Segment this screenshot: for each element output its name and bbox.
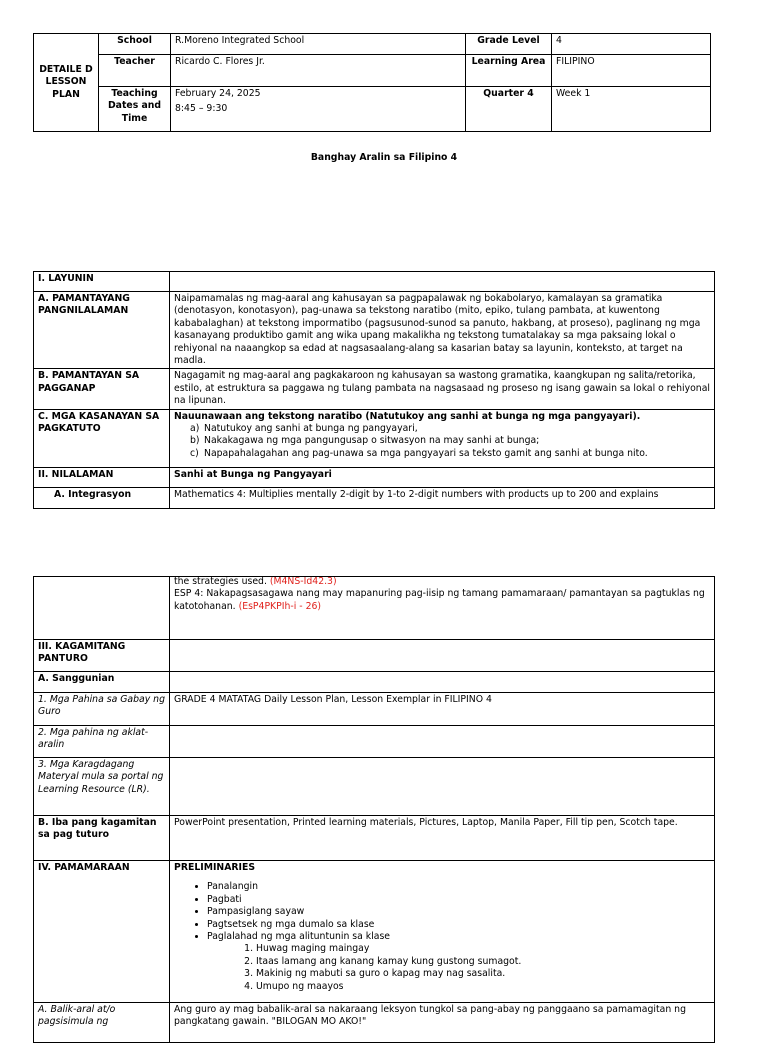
plan-title: Banghay Aralin sa Filipino 4 [310, 152, 458, 163]
lesson-plan-label: DETAILE D LESSON PLAN [34, 34, 99, 132]
lesson-header-table [33, 33, 711, 132]
pagkatuto-value [170, 409, 715, 467]
list-item: • Pagbati [207, 894, 710, 906]
math-strategy-text: the strategies used. [174, 576, 270, 587]
objectives-table [33, 271, 715, 509]
rules-list [174, 943, 710, 993]
list-item: Natutukoy ang sanhi at bunga ng pangyayari, [204, 423, 418, 435]
dates-value [171, 87, 466, 132]
list-item: • Pagtsetsek ng mga dumalo sa klase [207, 919, 710, 931]
esp-text: ESP 4: Nakapagsasagawa nang may mapanuring pag-iisip ng tamang pamamaraan/ pamantayan sa pagtuklas ng katotohanan. [174, 588, 705, 612]
pamamaraan-value [170, 861, 715, 1003]
pagkatuto-label: C. MGA KASANAYAN SA PAGKATUTO [34, 409, 170, 467]
kagamitan-value [170, 640, 715, 672]
school-label: School [99, 34, 171, 55]
week-value: Week 1 [552, 87, 711, 132]
balik-label: A. Balik-aral at/o pagsisimula ng [34, 1003, 170, 1043]
preliminaries-list [174, 881, 710, 943]
nilalaman-label: II. NILALAMAN [34, 467, 170, 487]
pamamaraan-label: IV. PAMAMARAAN [34, 861, 170, 1003]
integrasyon-cont-value [170, 577, 715, 640]
layunin-value [170, 272, 715, 292]
integrasyon-value: Mathematics 4: Multiplies mentally 2-digit by 1-to 2-digit numbers with products up to 200 and explains [170, 487, 715, 508]
pangnilalaman-label: A. PAMANTAYANG PANGNILALAMAN [34, 292, 170, 369]
quarter-value: Quarter 4 [466, 87, 552, 132]
aklat-label: 2. Mga pahina ng aklat-aralin [34, 726, 170, 758]
iba-value: PowerPoint presentation, Printed learning materials, Pictures, Laptop, Manila Paper, Fill tip pen, Scotch tape. [170, 816, 715, 861]
pagkatuto-list [174, 423, 710, 460]
esp-code: (EsP4PKPIh-i - 26) [238, 600, 322, 612]
list-item: 2. Itaas lamang ang kanang kamay kung gustong sumagot. [256, 956, 710, 968]
math-code: (M4NS-Id42.3) [269, 576, 337, 587]
list-item: Napapahalagahan ang pag-unawa sa mga pangyayari sa teksto gamit ang sanhi at bunga nito. [204, 447, 648, 459]
gabay-label: 1. Mga Pahina sa Gabay ng Guro [34, 693, 170, 726]
list-item: • Paglalahad ng mga alituntunin sa klase [207, 931, 710, 943]
sanggunian-label: A. Sanggunian [34, 672, 170, 693]
pangnilalaman-value: Naipamamalas ng mag-aaral ang kahusayan sa pagpapalawak ng bokabolaryo, kamalayan sa gramatika (denotasyon, konotasyon), pag-unawa sa tekstong naratibo (mito, epiko, tulang pambata, at kuwentong kababalaghan) at tekstong impormatibo (pagsusunod-sunod sa panuto, hakbang, at proseso), paglinang ng mga kasanayang produktibo gamit ang wika upang makalikha ng tekstong tumatalakay sa mga paksaing lokal o rehiyonal na naaangkop sa edad at nagsasaalang-alang sa kasarian batay sa layunin, konteksto, at target na madla. [170, 292, 715, 369]
list-item: • Pampasiglang sayaw [207, 906, 710, 918]
pagganap-label: B. PAMANTAYAN SA PAGGANAP [34, 369, 170, 409]
pagganap-value: Nagagamit ng mag-aaral ang pagkakaroon ng kahusayan sa wastong gramatika, kaangkupan ng salita/retorika, estilo, at estruktura sa paggawa ng tulang pambata na nagsasaad ng proseso ng isang gawain sa lokal o rehiyonal na lipunan. [170, 369, 715, 409]
time-value: 8:45 – 9:30 [175, 103, 228, 115]
list-item: 1. Huwag maging maingay [256, 943, 710, 955]
pagkatuto-head: Nauunawaan ang tekstong naratibo (Natutukoy ang sanhi at bunga ng mga pangyayari). [174, 410, 641, 422]
sanggunian-value [170, 672, 715, 693]
aklat-value [170, 726, 715, 758]
area-value: FILIPINO [552, 55, 711, 87]
procedure-table [33, 576, 715, 1043]
list-item: 4. Umupo ng maayos [256, 981, 710, 993]
nilalaman-value: Sanhi at Bunga ng Pangyayari [170, 467, 715, 487]
integrasyon-label: A. Integrasyon [34, 487, 170, 508]
integrasyon-cont-label [34, 577, 170, 640]
karagdagan-label: 3. Mga Karagdagang Materyal mula sa portal ng Learning Resource (LR). [34, 758, 170, 816]
list-item: • Panalangin [207, 881, 710, 893]
kagamitan-label: III. KAGAMITANG PANTURO [34, 640, 170, 672]
balik-value: Ang guro ay mag babalik-aral sa nakaraang leksyon tungkol sa pang-abay ng panggaano sa pamamagitan ng pangkatang gawain. "BILOGAN MO AKO!" [170, 1003, 715, 1043]
date-value: February 24, 2025 [175, 88, 261, 99]
preliminaries-heading: PRELIMINARIES [174, 862, 256, 873]
iba-label: B. Iba pang kagamitan sa pag tuturo [34, 816, 170, 861]
grade-value: 4 [552, 34, 711, 55]
list-item: Nakakagawa ng mga pangungusap o sitwasyon na may sanhi at bunga; [204, 435, 540, 447]
gabay-value: GRADE 4 MATATAG Daily Lesson Plan, Lesson Exemplar in FILIPINO 4 [170, 693, 715, 726]
list-item: 3. Makinig ng mabuti sa guro o kapag may nag sasalita. [256, 968, 710, 980]
dates-label: Teaching Dates and Time [99, 87, 171, 132]
karagdagan-value [170, 758, 715, 816]
area-label: Learning Area [466, 55, 552, 87]
teacher-value: Ricardo C. Flores Jr. [171, 55, 466, 87]
grade-label: Grade Level [466, 34, 552, 55]
school-value: R.Moreno Integrated School [171, 34, 466, 55]
layunin-label: I. LAYUNIN [34, 272, 170, 292]
teacher-label: Teacher [99, 55, 171, 87]
